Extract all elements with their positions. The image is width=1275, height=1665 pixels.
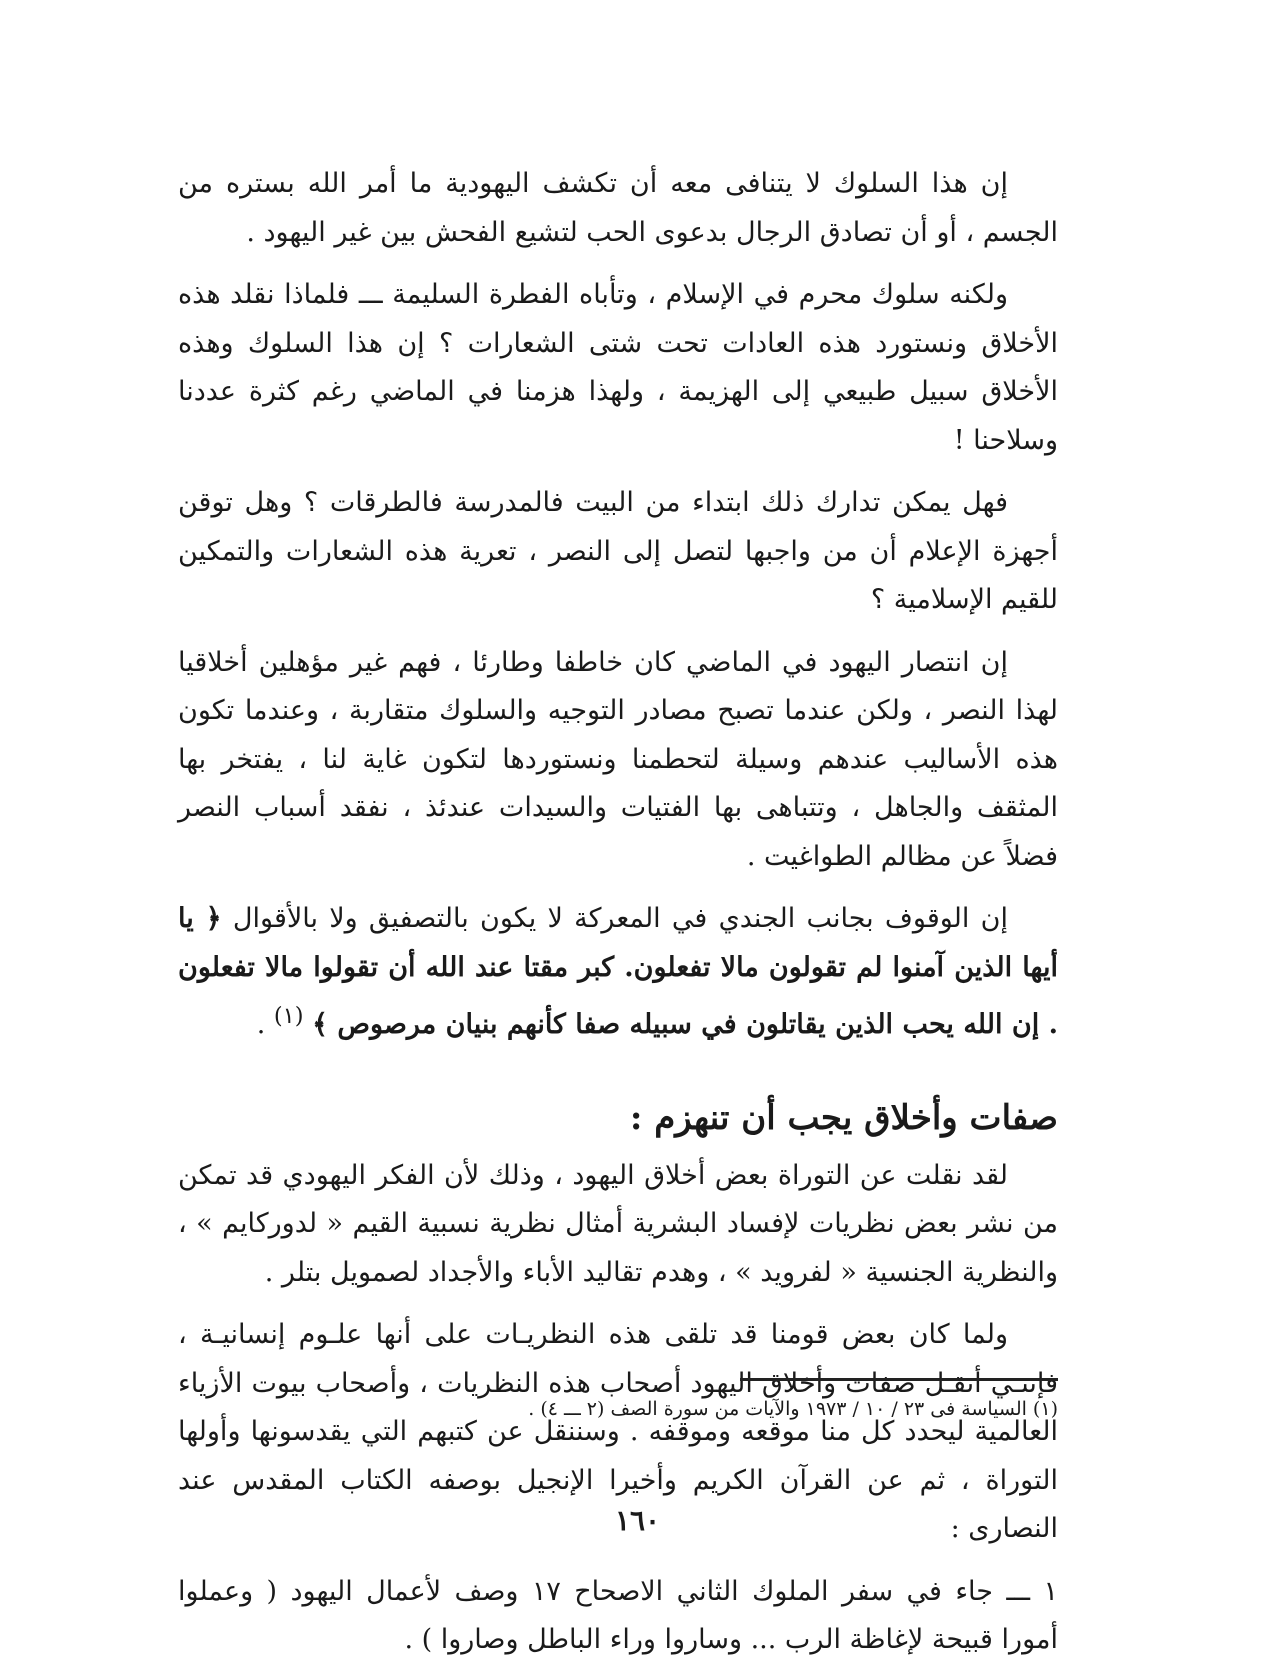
main-text	[178, 160, 1058, 1665]
quran-verse: ﴿ يا أيها الذين آمنوا لم تقولون مالا تفعلون. كبر مقتا عند الله أن تقولوا مالا تفعلون . إن الله يحب الذين يقاتلون في سبيله صفا كأنهم بنيان مرصوص ﴾	[178, 903, 1058, 1040]
quran-intro: إن الوقوف بجانب الجندي في المعركة لا يكون بالتصفيق ولا بالأقوال	[232, 903, 1008, 934]
paragraph-3: فهل يمكن تدارك ذلك ابتداء من البيت فالمدرسة فالطرقات ؟ وهل توقن أجهزة الإعلام أن من واجبها لتصل إلى النصر ، تعرية هذه الشعارات والتمكين للقيم الإسلامية ؟	[178, 487, 1058, 615]
footnote-divider	[740, 1378, 1058, 1381]
section-paragraph-1: لقد نقلت عن التوراة بعض أخلاق اليهود ، وذلك لأن الفكر اليهودي قد تمكن من نشر بعض نظريات لإفساد البشرية أمثال نظرية نسبية القيم « لدوركايم » ، والنظرية الجنسية « لفرويد » ، وهدم تقاليد الأباء والأجداد لصمويل بتلر .	[178, 1159, 1058, 1288]
paragraph-2: ولكنه سلوك محرم في الإسلام ، وتأباه الفطرة السليمة ـــ فلماذا نقلد هذه الأخلاق ونستورد هذه العادات تحت شتى الشعارات ؟ إن هذا السلوك وهذه الأخلاق سبيل طبيعي إلى الهزيمة ، ولهذا هزمنا في الماضي رغم كثرة عددنا وسلاحنا !	[178, 279, 1058, 456]
section-paragraph-2: ولما كان بعض قومنا قد تلقى هذه النظريـات على أنها علـوم إنسانيـة ، فإننـي أنقـل صفات وأخلاق اليهود أصحاب هذه النظريات ، وأصحاب بيوت الأزياء العالمية ليحدد كل منا موقعه وموقفه . وسننقل عن كتبهم التي يقدسونها وأولها التوراة ، ثم عن القرآن الكريم وأخيرا الإنجيل بوصفه الكتاب المقدس عند النصارى :	[178, 1319, 1058, 1544]
page-number: ١٦٠	[614, 1504, 661, 1537]
paragraph-quran	[178, 895, 1058, 1050]
quran-end: .	[256, 1009, 274, 1040]
list-item-1: ١ ـــ جاء في سفر الملوك الثاني الاصحاح ١٧ وصف لأعمال اليهود ( وعملوا أمورا قبيحة لإغاظة الرب ... وساروا وراء الباطل وصاروا ) .	[178, 1575, 1058, 1655]
paragraph-4: إن انتصار اليهود في الماضي كان خاطفا وطارئا ، فهم غير مؤهلين أخلاقيا لهذا النصر ، ولكن عندما تصبح مصادر التوجيه والسلوك متقاربة ، وعندما تكون هذه الأساليب عندهم وسيلة لتحطمنا ونستوردها لتكون غاية لنا ، يفتخر بها المثقف والجاهل ، وتتباهى بها الفتيات والسيدات عندئذ ، نفقد أسباب النصر فضلاً عن مظالم الطواغيت .	[178, 646, 1058, 872]
footnote-ref: (١)	[273, 1003, 304, 1029]
paragraph-1: إن هذا السلوك لا يتنافى معه أن تكشف اليهودية ما أمر الله بستره من الجسم ، أو أن تصادق الرجال بدعوى الحب لتشيع الفحش بين غير اليهود .	[178, 168, 1058, 248]
footnote: (١) السياسة فى ٢٣ / ١٠ / ١٩٧٣ والآيات من سورة الصف (٢ ـــ ٤) .	[528, 1398, 1058, 1420]
section-title: صفات وأخلاق يجب أن تنهزم :	[629, 1097, 1058, 1138]
